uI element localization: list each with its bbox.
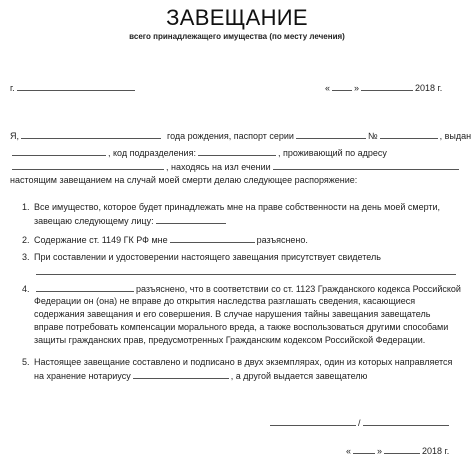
item-1-text-1: Все имущество, которое будет принадлежать мне на праве собственности на день моей смерти, bbox=[34, 202, 441, 212]
month-blank bbox=[361, 82, 413, 91]
item-5-line-2 bbox=[34, 370, 367, 382]
witness-blank bbox=[36, 266, 456, 275]
item-4-text-1: разъяснено, что в соответствии со ст. 1123 Гражданского кодекса Российской bbox=[136, 284, 461, 294]
date-year: 2018 г. bbox=[415, 83, 443, 93]
item-5-line-1 bbox=[22, 357, 452, 368]
item-3-number: 3. bbox=[22, 252, 30, 262]
item-5-text-1: Настоящее завещание составлено и подписано в двух экземплярах, один из которых направляется bbox=[34, 357, 453, 367]
item-4-line-4: вправе потребовать компенсации морального вреда, а также воспользоваться другими способами bbox=[34, 322, 449, 332]
intro-living: , проживающий по адресу bbox=[277, 148, 387, 158]
signature-slash: / bbox=[358, 418, 361, 428]
item-4-line-1 bbox=[22, 283, 461, 295]
signature-name-blank bbox=[363, 417, 449, 426]
signature-blank bbox=[270, 417, 356, 426]
item-5-text-2a: на хранение нотариусу bbox=[34, 371, 131, 381]
bottom-day-blank bbox=[353, 445, 375, 454]
hospital-blank bbox=[273, 161, 459, 170]
intro-located: , находясь на изл ечении bbox=[166, 162, 271, 172]
intro-birth: года рождения, паспорт серии bbox=[167, 131, 294, 141]
intro-no: № bbox=[367, 131, 378, 141]
intro-line-3 bbox=[10, 161, 461, 173]
item-4-line-3: содержания завещания и его совершения. В случае нарушения тайны завещания завещатель bbox=[34, 309, 431, 319]
date-quote-open: « bbox=[325, 83, 331, 93]
heir-blank bbox=[156, 215, 226, 224]
city-prefix: г. bbox=[10, 83, 15, 93]
city-blank bbox=[17, 82, 135, 91]
item-3-line-1 bbox=[22, 252, 381, 263]
place-row bbox=[10, 82, 137, 94]
item-5-number: 5. bbox=[22, 357, 30, 367]
day-blank bbox=[332, 82, 352, 91]
item-3-text-1: При составлении и удостоверении настоящего завещания присутствует свидетель bbox=[34, 252, 381, 262]
bottom-quote-open: « bbox=[346, 446, 352, 456]
item-1-line-1 bbox=[22, 202, 440, 213]
name-blank bbox=[21, 130, 161, 139]
item-2-text-a: Содержание ст. 1149 ГК РФ мне bbox=[34, 235, 168, 245]
passport-series-blank bbox=[296, 130, 366, 139]
item-1-line-2 bbox=[34, 215, 228, 227]
item-2-text-b: разъяснено. bbox=[256, 235, 308, 245]
intro-line-4: настоящим завещанием на случай моей смерти делаю следующее распоряжение: bbox=[10, 175, 358, 185]
date-quote-close: » bbox=[354, 83, 360, 93]
address-blank bbox=[12, 161, 164, 170]
item-2-number: 2. bbox=[22, 235, 30, 245]
date-row bbox=[325, 82, 442, 94]
witness-name-blank bbox=[36, 283, 134, 292]
passport-number-blank bbox=[380, 130, 438, 139]
intro-ya: Я, bbox=[10, 131, 19, 141]
bottom-year: 2018 г. bbox=[422, 446, 450, 456]
bottom-month-blank bbox=[384, 445, 420, 454]
item-2-line-1 bbox=[22, 234, 308, 246]
item-4-line-2: Федерации он (она) не вправе до открытия наследства разглашать сведения, касающиеся bbox=[34, 296, 416, 306]
document-title: ЗАВЕЩАНИЕ bbox=[166, 5, 308, 30]
bottom-date-row bbox=[346, 445, 449, 457]
item-1-text-2: завещаю следующему лицу: bbox=[34, 216, 154, 226]
division-code-blank bbox=[198, 147, 276, 156]
notary-blank-1 bbox=[170, 234, 255, 243]
item-1-number: 1. bbox=[22, 202, 30, 212]
item-4-number: 4. bbox=[22, 284, 30, 294]
intro-code: , код подразделения: bbox=[108, 148, 196, 158]
document-subtitle: всего принадлежащего имущества (по месту лечения) bbox=[129, 32, 345, 41]
signature-row bbox=[268, 417, 451, 429]
intro-issued: , выдан bbox=[439, 131, 472, 141]
issuer-blank bbox=[12, 147, 106, 156]
item-3-line-2 bbox=[34, 266, 458, 278]
intro-line-2 bbox=[10, 147, 387, 159]
item-5-text-2b: , а другой выдается завещателю bbox=[230, 371, 368, 381]
item-4-line-5: защиты гражданских прав, предусмотренных Гражданским кодексом Российской Федерации. bbox=[34, 335, 426, 345]
bottom-quote-close: » bbox=[377, 446, 383, 456]
notary-blank-2 bbox=[133, 370, 229, 379]
intro-line-1 bbox=[10, 130, 471, 142]
